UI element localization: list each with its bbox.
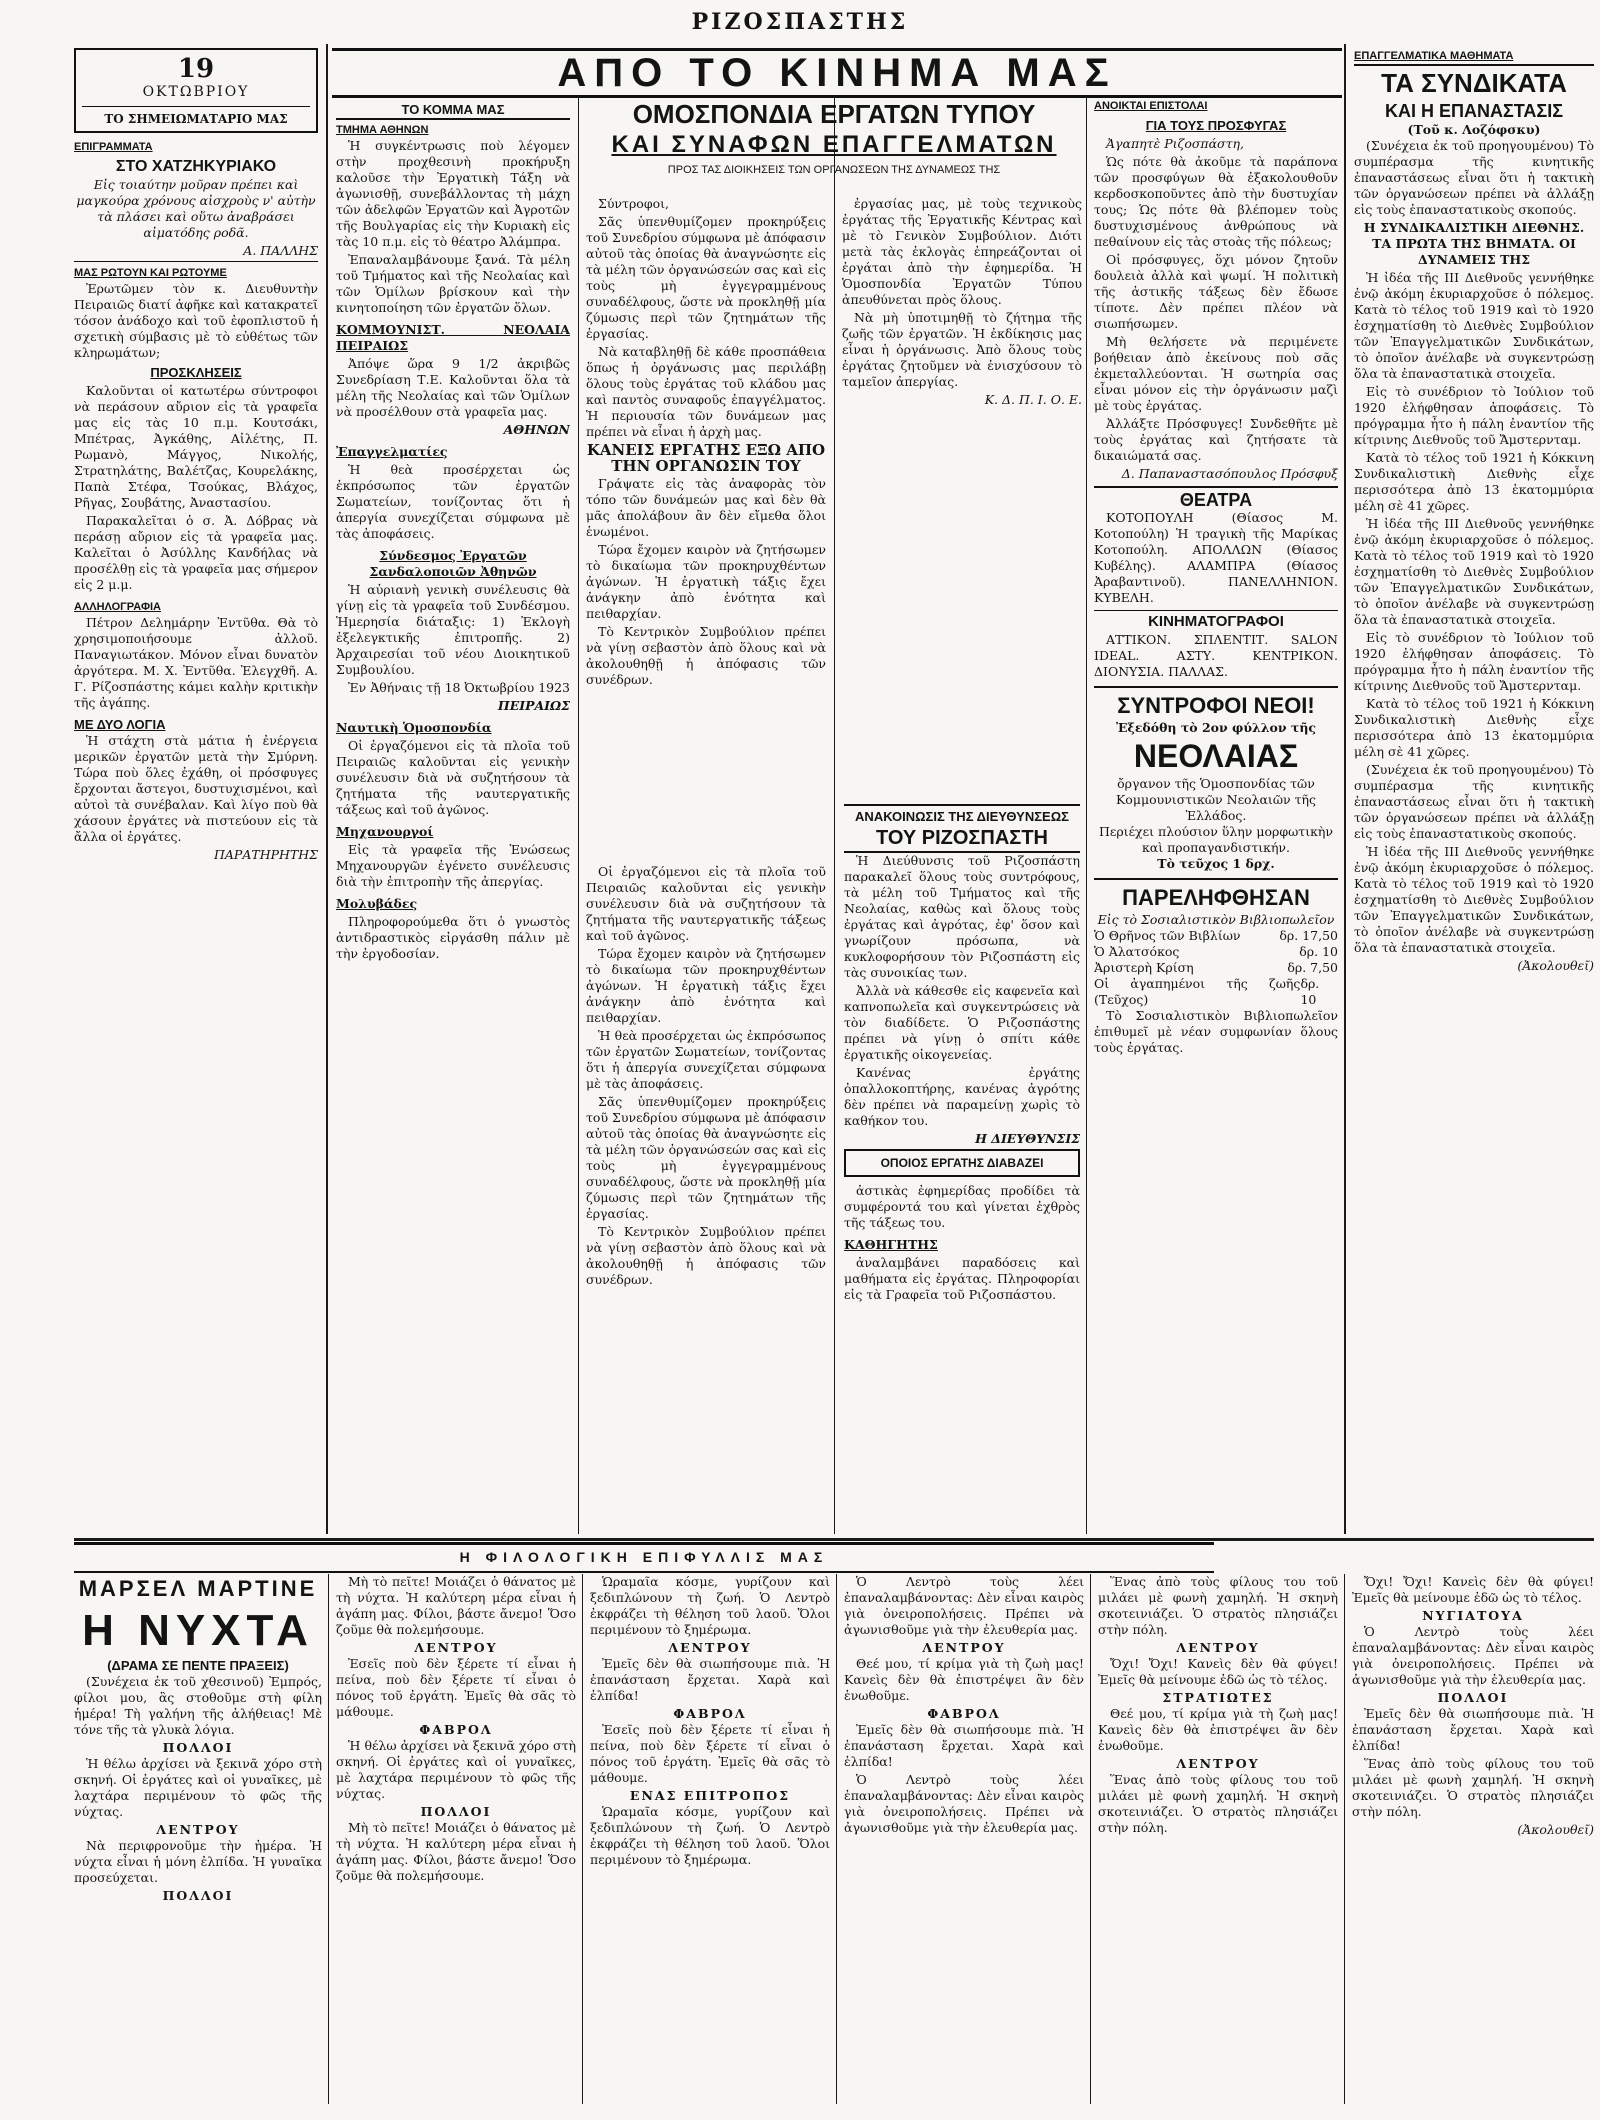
speaker-label: ΛΕΝΤΡΟΥ [414, 1640, 498, 1655]
observer-sign: ΠΑΡΑΤΗΡΗΤΗΣ [214, 847, 318, 862]
book-row [1094, 944, 1338, 960]
naval-label: Ναυτικὴ Ὁμοσπονδία [336, 720, 492, 735]
book-row [1094, 928, 1338, 944]
syndicates-title-2: ΚΑΙ Η ΕΠΑΝΑΣΤΑΣΙΣ [1384, 101, 1564, 121]
federation-article [586, 98, 1082, 858]
date-month: ΟΚΤΩΒΡΙΟΥ [142, 84, 250, 100]
speaker-label: ΕΝΑΣ ΕΠΙΤΡΟΠΟΣ [629, 1788, 791, 1803]
cinema-text: ΑΤΤΙΚΟΝ. ΣΠΛΕΝΤΙΤ. SALON IDEAL. ΑΣΤΥ. ΚΕΝΤΡΙΚΟΝ. ΔΙΟΝΥΣΙΑ. ΠΑΛΛΑΣ. [1094, 632, 1338, 679]
speaker-label: ΠΟΛΛΟΙ [162, 1888, 234, 1903]
mid-filler-text-3: Ἡ θεὰ προσέρχεται ὡς ἐκπρόσωπος τῶν ἐργατῶν Σωματείων, τονίζοντας ὅτι ἡ ἀπεργία συνεχίζεται σύμφωνα μὲ τὰς ἀποφάσεις. [586, 1028, 826, 1091]
speaker-label: ΦΑΒΡΟΛ [927, 1706, 1001, 1721]
book-price: δρ. 7,50 [1287, 960, 1338, 975]
supplement-col2-text: Μὴ τὸ πεῖτε! Μοιάζει ὁ θάνατος μὲ τὴ νύχτα. Ἡ καλύτερη μέρα εἶναι ἡ ἀγάπη μας. Φίλοι, βάστε ἄνεμο! Ὅσο ζοῦμε θὰ πολεμήσουμε. [336, 1574, 576, 1637]
party-section: ΤΜΗΜΑ ΑΘΗΝΩΝ [336, 124, 429, 136]
epigram-title: ΣΤΟ ΧΑΤΖΗΚΥΡΙΑΚΟ [115, 158, 277, 175]
book-name: Ὁ Θρῆνος τῶν Βιβλίων [1094, 928, 1241, 943]
mid-filler-text-5: Τὸ Κεντρικὸν Συμβούλιον πρέπει νὰ γίνῃ σεβαστὸν ἀπὸ ὅλους καὶ νὰ ἀκολουθηθῇ ἡ ἀπόφασις τῶν συνέδρων. [586, 1224, 826, 1287]
syndicates-text-5: Ἡ ἰδέα τῆς ΙΙΙ Διεθνοῦς γεννήθηκε ἐνῷ ἀκόμη ἐκυριαρχοῦσε ὁ πόλεμος. Κατὰ τὸ τέλος τοῦ 1919 καὶ τὸ 1920 ἐσχηματίσθη τὸ Διεθνὲς Συμβούλιον τῶν Ἐπαγγελματικῶν Συνδικάτων, τὸ ὁποῖον ἀνέλαβε νὰ συγκεντρώσῃ ὅλα τὰ ἐπαναστατικὰ στοιχεῖα. [1354, 516, 1594, 627]
supplement-col5-text-3: Θεέ μου, τί κρίμα γιὰ τὴ ζωὴ μας! Κανεὶς δὲν θὰ ἐπιστρέψει ἂν δὲν ἑνωθοῦμε. [1098, 1706, 1338, 1753]
speaker-label: ΛΕΝΤΡΟΥ [668, 1640, 752, 1655]
books-sub: Εἰς τὸ Σοσιαλιστικὸν Βιβλιοπωλεῖον [1097, 912, 1335, 927]
speaker-label: ΛΕΝΤΡΟΥ [156, 1822, 240, 1837]
youth-text: Ἀπόψε ὥρα 9 1/2 ἀκριβῶς Συνεδρίαση Τ.Ε. Καλοῦνται ὅλα τὰ μέλη τῆς Νεολαίας καὶ τῶν Ὁμίλων νὰ προσέλθουν στὰ γραφεῖα μας. [336, 356, 570, 419]
unions-label: Ἐπαγγελματίες [336, 444, 448, 459]
speaker-label: ΦΑΒΡΟΛ [673, 1706, 747, 1721]
column-rule [328, 1574, 329, 2104]
calls-text: Καλοῦνται οἱ κατωτέρω σύντροφοι νὰ περάσουν αὔριον εἰς τὰ γραφεῖα μας εἰς τὰς 10 π.μ. Κουτσάκι, Μπέτρας, Ἀγκάθης, Αἰλέτης, Π. Ρωμανὸ, Μάγγος, Νικολής, Στρατηλάτης, Βαλέτζας, Κουρελάκης, Παπὰ Στέφα, Τσούκας, Βλάχος, Ρῆγας, Σουβάτης, Ἀναστασίου. [74, 383, 318, 510]
supplement-col4-text-3: Ἐμεῖς δὲν θὰ σιωπήσουμε πιὰ. Ἡ ἐπανάσταση ἔρχεται. Χαρὰ καὶ ἐλπίδα! [844, 1722, 1084, 1769]
supplement-col6-text: Ὄχι! Ὄχι! Κανεὶς δὲν θὰ φύγει! Ἐμεῖς θὰ μείνουμε ἐδῶ ὡς τὸ τέλος. [1352, 1574, 1594, 1605]
theatres-text: ΚΟΤΟΠΟΥΛΗ (Θίασος Μ. Κοτοπούλη) Ἡ τραγικὴ τῆς Μαρίκας Κοτοπούλη. ΑΠΟΛΛΩΝ (Θίασος Κυβέλης). ΑΛΑΜΠΡΑ (Θίασος Ἀραβαντινοῦ). ΠΑΝΕΛΛΗΝΙΟΝ. ΚΥΒΕΛΗ. [1094, 510, 1338, 605]
syndesmos-label: Σύνδεσμος Ἐργατῶν Σανδαλοποιῶν Ἀθηνῶν [369, 548, 537, 579]
party-text-1: Ἡ συγκέντρωσις ποὺ λέγομεν στὴν προχθεσινὴ προκήρυξη καλοῦσε τὴν Ἐργατικὴ Τάξη νὰ ἀγωνισθῇ, συνεβάλλοντας τὴ μάχη τῶν ἀδελφῶν Ἐργατῶν καὶ Ἀγροτῶν τῆς Βουλγαρίας εἰς τὴν Κυριακὴ εἰς τὰς 10 π.μ. εἰς τὸ θέατρο Ἀλάμπρα. [336, 138, 570, 249]
supplement-col-1 [74, 1574, 322, 2104]
readers-title-1: ΑΝΑΚΟΙΝΩΣΙΣ ΤΗΣ ΔΙΕΥΘΥΝΣΕΩΣ [844, 804, 1080, 825]
books-box [1094, 878, 1338, 1056]
column-rule [326, 44, 328, 1534]
syndicates-text-3: Εἰς τὸ συνέδριον τὸ Ἰούλιον τοῦ 1920 ἐλήφθησαν ἀποφάσεις. Τὸ πρόγραμμα ἦτο ἡ πάλη ἐναντίον τῆς κίτρινης Διεθνοῦς τοῦ Ἄμστερνταμ. [1354, 384, 1594, 447]
supplement-col3-text-2: Ἐμεῖς δὲν θὰ σιωπήσουμε πιὰ. Ἡ ἐπανάσταση ἔρχεται. Χαρὰ καὶ ἐλπίδα! [590, 1656, 830, 1703]
syndicates-text-2: Ἡ ἰδέα τῆς ΙΙΙ Διεθνοῦς γεννήθηκε ἐνῷ ἀκόμη ἐκυριαρχοῦσε ὁ πόλεμος. Κατὰ τὸ τέλος τοῦ 1919 καὶ τὸ 1920 ἐσχηματίσθη τὸ Διεθνὲς Συμβούλιον τῶν Ἐπαγγελματικῶν Συνδικάτων, τὸ ὁποῖον ἀνέλαβε νὰ συγκεντρώσῃ ὅλα τὰ ἐπαναστατικὰ στοιχεῖα. [1354, 270, 1594, 381]
federation-subtitle: ΠΡΟΣ ΤΑΣ ΔΙΟΙΚΗΣΕΙΣ ΤΩΝ ΟΡΓΑΝΩΣΕΩΝ ΤΗΣ ΔΥΝΑΜΕΩΣ ΤΗΣ [667, 164, 1001, 176]
speaker-label: ΠΟΛΛΟΙ [1437, 1690, 1509, 1705]
theatres-title: ΘΕΑΤΡΑ [1094, 486, 1338, 508]
syndesmos-text: Ἡ αὐριανὴ γενικὴ συνέλευσις θὰ γίνῃ εἰς τὰ γραφεῖα τοῦ Συνδέσμου. Ἡμερησία διάταξις: 1) Ἐκλογὴ ἐξελεγκτικῆς ἐπιτροπῆς. 2) Ἀρχαιρεσίαι τοῦ νέου Διοικητικοῦ Συμβουλίου. [336, 582, 570, 677]
supplement-col-3 [590, 1574, 830, 2104]
youth-ad [1094, 686, 1338, 872]
book-price: δρ. 10 [1299, 944, 1338, 959]
builders-label: Μολυβάδες [336, 896, 418, 911]
newspaper-masthead: ΡΙΖΟΣΠΑΣΤΗΣ [691, 9, 909, 35]
speaker-label: ΝΥΓΙΑΤΟΥΑ [1422, 1608, 1524, 1623]
column-rule [582, 1574, 583, 2104]
epigram-text: Εἰς τοιαύτην μοῦραν πρέπει καὶ μαγκούρα χρόνους αἰσχροὺς ν' αὐτὴν τὰ πλάσει καὶ οὕτω ἀναβράσει αἰματόδης ροδᾶ. [76, 177, 316, 240]
supplement-subtitle: (ΔΡΑΜΑ ΣΕ ΠΕΝΤΕ ΠΡΑΞΕΙΣ) [107, 1658, 289, 1673]
column-rule [1344, 1574, 1345, 2104]
supplement-col1-text: (Συνέχεια ἐκ τοῦ χθεσινοῦ) Ἐμπρός, φίλοι μου, ἂς στοθοῦμε στὴ φίλη ἡμέρα! Τὴ γαλήνη τῆς ἀλήθειας! Μὲ τόνε τῆς τὰ γλυκὰ λόγια. [74, 1674, 322, 1737]
calls-text-2: Παρακαλεῖται ὁ σ. Ἀ. Δόβρας νὰ περάσῃ αὔριον εἰς τὰ γραφεῖα μας. Καλεῖται ὁ Ἀσύλλης Κανδήλας νὰ προσέλθῃ εἰς τὰ γραφεῖα μας σήμερον εἰς 2 μ.μ. [74, 513, 318, 592]
supplement-col3-text-4: Ὡραμαῖα κόσμε, γυρίζουν καὶ ξεδιπλώνουν τὴ ζωή. Ὁ Λεντρὸ ἐκφράζει τὴ θέληση τοῦ λαοῦ. Ὅλοι περιμένουν τὸ ξημέρωμα. [590, 1804, 830, 1867]
athens-label: ΑΘΗΝΩΝ [503, 422, 570, 437]
supplement-col5-text-2: Ὄχι! Ὄχι! Κανεὶς δὲν θὰ φύγει! Ἐμεῖς θὰ μείνουμε ἐδῶ ὡς τὸ τέλος. [1098, 1656, 1338, 1687]
book-name: Οἱ ἀγαπημένοι τῆς ζωῆς (Τεῦχος) [1094, 976, 1301, 1007]
supplement-col6-text-4: Ἕνας ἀπὸ τοὺς φίλους του τοῦ μιλάει μὲ φωνὴ χαμηλή. Ἡ σκηνὴ σκοτεινιάζει. Ὁ στρατὸς πλησιάζει στὴν πόλη. [1352, 1756, 1594, 1819]
speaker-label: ΦΑΒΡΟΛ [419, 1722, 493, 1737]
unions-text: Ἡ θεὰ προσέρχεται ὡς ἐκπρόσωπος τῶν ἐργατῶν Σωματείων, τονίζοντας ὅτι ἡ ἀπεργία συνεχίζεται σύμφωνα μὲ τὰς ἀποφάσεις. [336, 462, 570, 541]
youth-ad-line-1: Ἐξεδόθη τὸ 2ον φύλλον τῆς [1115, 720, 1317, 735]
book-row [1094, 976, 1338, 1008]
syndicates-text-1: (Συνέχεια ἐκ τοῦ προηγουμένου) Τὸ συμπέρασμα τῆς κινητικῆς ἐπαναστάσεως εἶναι ὅτι ἡ τακτικὴ τῶν ὀργανώσεων πρέπει νὰ ἀλλάξῃ εἰς τοὺς ἐπαναστατικοὺς σκοπούς. [1354, 138, 1594, 217]
party-text-2: Ἐπαναλαμβάνουμε ξανά. Τὰ μέλη τοῦ Τμήματος καὶ τῆς Νεολαίας καὶ τῶν Ὁμίλων βρίσκουν καὶ τὴν κινητοποίηση τῶν ἐργατῶν ὅλων. [336, 252, 570, 315]
mail-label: ΑΛΛΗΛΟΓΡΑΦΙΑ [74, 601, 161, 613]
federation-col2-text-2: Νὰ μὴ ὑποτιμηθῇ τὸ ζήτημα τῆς ζωῆς τῶν ἐργατῶν. Ἡ ἐκδίκησις μας εἶναι ἡ ὀργάνωσις. Ἀπὸ ὅλους τοὺς ἐργάτας ζητοῦμεν νὰ ἐνισχύσουν τὸ ταμεῖον ἀπεργίας. [842, 310, 1082, 389]
book-price: δρ. 10 [1300, 976, 1320, 1007]
supplement-col-4 [844, 1574, 1084, 2104]
mechanics-label: Μηχανουργοί [336, 824, 434, 839]
column-rule [578, 98, 579, 1534]
letters-text: Ὡς πότε θὰ ἀκοῦμε τὰ παράπονα τῶν προσφύγων θὰ ἐξακολουθοῦν κερδοσκοποῦντες ἀπὸ τὴν δυστυχίαν τους; Ὡς πότε θὰ βλέπομεν τοὺς δυστυχισμένους ἀνθρώπους νὰ πεθαίνουν εἰς τὰς στοὰς τῆς πόλεως; [1094, 154, 1338, 249]
letters-text-2: Οἱ πρόσφυγες, ὅχι μόνον ζητοῦν δουλειὰ ἀλλὰ καὶ ψωμί. Ἡ πολιτικὴ τῆς ἀστικῆς τάξεως δὲν ἔδωσε τίποτε. Δὲν πρέπει πλέον νὰ σιωπήσωμεν. [1094, 252, 1338, 331]
books-title: ΠΑΡΕΛΗΦΘΗΣΑΝ [1122, 885, 1310, 910]
federation-text-2: Νὰ καταβληθῇ δὲ κάθε προσπάθεια ὅπως ἡ ὀργάνωσις μας περιλάβῃ ὅλους τοὺς ἐργάτας τοῦ κλάδου μας καὶ παντὸς συναφοῦς ἐπαγγέλματος. Ἡ περιουσία τῶν δυνάμεων μας πρέπει νὰ εἶναι ἡ ἀρχὴ μας. [586, 344, 826, 439]
syndicates-author: (Τοῦ κ. Λοζόφσκυ) [1407, 122, 1541, 137]
readers-title-2: ΤΟΥ ΡΙΖΟΣΠΑΣΤΗ [844, 825, 1080, 853]
naval-text: Οἱ ἐργαζόμενοι εἰς τὰ πλοῖα τοῦ Πειραιῶς καλοῦνται εἰς γενικὴν συνέλευσιν διὰ νὰ συζητήσουν τὰ ζητήματα τῆς ναυτεργατικῆς τάξεως καὶ τοῦ ἀγῶνος. [336, 738, 570, 817]
syndicates-text-7: Κατὰ τὸ τέλος τοῦ 1921 ἡ Κόκκινη Συνδικαλιστικὴ Διεθνὴς εἶχε περισσότερα ἀπὸ 13 ἑκατομμύρια μέλη σὲ 41 χῶρες. [1354, 696, 1594, 759]
newspaper-page [74, 44, 1594, 2104]
party-title: ΤΟ ΚΟΜΜΑ ΜΑΣ [336, 102, 570, 120]
supplement-col-5 [1098, 1574, 1338, 2104]
supplement-col-2 [336, 1574, 576, 2104]
letters-label: ΑΝΟΙΚΤΑΙ ΕΠΙΣΤΟΛΑΙ [1094, 100, 1208, 112]
supplement-header: Η ΦΙΛΟΛΟΓΙΚΗ ΕΠΙΦΥΛΛΙΣ ΜΑΣ [74, 1542, 1214, 1573]
epigram-sign: Α. ΠΑΛΛΗΣ [243, 243, 318, 258]
supplement-col2-text-3: Ἡ θέλω ἀρχίσει νὰ ξεκινᾶ χόρο στὴ σκηνή. Οἱ ἐργάτες καὶ οἱ γυναῖκες, μὲ λαχτάρα περιμένουν τὸ φῶς τῆς νύχτας. [336, 1738, 576, 1801]
federation-text-4: Τώρα ἔχομεν καιρὸν νὰ ζητήσωμεν τὸ δικαίωμα τῶν προκηρυχθέντων ἀγώνων. Ἡ ἐργατικὴ τάξις ἔχει ἀνάγκην ἀπὸ ἑνότητα καὶ πειθαρχίαν. [586, 542, 826, 621]
few-words-text: Ἡ στάχτη στὰ μάτια ἡ ἐνέργεια μερικῶν ἐργατῶν μετὰ τὴν Σμύρνη. Τώρα ποὺ ὅλες ἐχάθη, οἱ πρόσφυγες ἔρχονται ἄστεγοι, δυστυχισμένοι, καὶ αὐτοὶ τὰ συνέβαλαν. Καὶ λίγο ποὺ θὰ χάσουν ἐργάτες νὰ πιστεύουν εἰς τὰ ἄλλα οἱ ἐργάτες. [74, 733, 318, 844]
mail-text: Πέτρον Δελημάρην Ἐντῦθα. Θὰ τὸ χρησιμοποιήσουμε ἀλλοῦ. Παναγιωτάκον. Μόνον εἶναι δυνατὸν ἀργότερα. Μ. Χ. Ἐντῦθα. Ἐλεγχθῆ. Α. Γ. Ρίζοσπάστης κάμει καλὴν κριτικὴν τῆς ἀγάπης. [74, 615, 318, 710]
fold-rule [74, 1538, 1594, 1541]
syndicates-text-6: Εἰς τὸ συνέδριον τὸ Ἰούλιον τοῦ 1920 ἐλήφθησαν ἀποφάσεις. Τὸ πρόγραμμα ἦτο ἡ πάλη ἐναντίον τῆς κίτρινης Διεθνοῦς τοῦ Ἄμστερνταμ. [1354, 630, 1594, 693]
questions-text: Ἐρωτῶμεν τὸν κ. Διευθυντὴν Πειραιῶς διατί ἀφῆκε καὶ κατακρατεῖ τόσον ἀνάδοχο καὶ τοῦ ἐφοπλιστοῦ ἡ σχετικὴ σύμβασις μὲ τὸ εὐθέτως τῶν κληρωμάτων; [74, 281, 318, 360]
supplement-title: Η ΝΥΧΤΑ [82, 1606, 314, 1655]
mid-filler-text-4: Σᾶς ὑπενθυμίζομεν προκηρύξεις τοῦ Συνεδρίου σύμφωνα μὲ ἀπόφασιν αὐτοῦ τὰς ὁποίας θὰ ἀναγνώσητε εἰς τὰ μέλη τῶν ὀργανώσεών σας καὶ εἰς τοὺς μὴ ἐγγεγραμμένους συναδέλφους, ὥστε νὰ προκληθῇ μία ζύμωσις περὶ τῶν ζητημάτων τῆς ἐργασίας. [586, 1094, 826, 1221]
federation-col-a [586, 196, 826, 690]
federation-col2-text: ἐργασίας μας, μὲ τοὺς τεχνικοὺς ἐργάτας τῆς Ἐργατικῆς Κέντρας καὶ μὲ τὸ Γενικὸν Συμβούλιον. Διότι μετὰ τὰς ἐκλογὰς ἐπηρεάζονται οἱ ἐργάται ἀπὸ τὴν ἐφημερίδα. Ἡ Ὁμοσπονδία Ἐργατῶν Τύπου ἀπευθύνεται πρὸς ὅλους. [842, 196, 1082, 307]
supplement-col4-text-2: Θεέ μου, τί κρίμα γιὰ τὴ ζωὴ μας! Κανεὶς δὲν θὰ ἐπιστρέψει ἂν δὲν ἑνωθοῦμε. [844, 1656, 1084, 1703]
speaker-label: ΛΕΝΤΡΟΥ [922, 1640, 1006, 1655]
readers-article [844, 804, 1080, 1534]
supplement-col1-text-3: Νὰ περιφρονοῦμε τὴν ἡμέρα. Ἡ νύχτα εἶναι ἡ μόνη ἐλπίδα. Ἡ γυναῖκα προσεύχεται. [74, 1838, 322, 1885]
supplement-col5-text: Ἕνας ἀπὸ τοὺς φίλους του τοῦ μιλάει μὲ φωνὴ χαμηλή. Ἡ σκηνὴ σκοτεινιάζει. Ὁ στρατὸς πλησιάζει στὴν πόλη. [1098, 1574, 1338, 1637]
books-list [1094, 928, 1338, 1008]
syndicates-column [1354, 48, 1594, 1534]
letters-text-4: Ἀλλάξτε Πρόσφυγες! Συνδεθῆτε μὲ τοὺς ἐργάτας καὶ ζητήσατε τὰ δικαιώματά σας. [1094, 416, 1338, 463]
speaker-label: ΣΤΡΑΤΙΩΤΕΣ [1162, 1690, 1274, 1705]
federation-col2-sign: Κ. Δ. Π. Ι. Ο. Ε. [984, 392, 1082, 407]
date-day: 19 [177, 54, 215, 84]
federation-text-5: Τὸ Κεντρικὸν Συμβούλιον πρέπει νὰ γίνῃ σεβαστὸν ἀπὸ ὅλους καὶ νὰ ἀκολουθηθῇ ἡ ἀπόφασις τῶν συνέδρων. [586, 624, 826, 687]
section-banner: ΑΠΟ ΤΟ ΚΙΝΗΜΑ ΜΑΣ [332, 48, 1342, 98]
syndicates-title-1: ΤΑ ΣΥΝΔΙΚΑΤΑ [1381, 68, 1567, 98]
column-rule [1086, 98, 1087, 1534]
federation-text-3: Γράψατε εἰς τὰς ἀναφορὰς τὸν τόπο τῶν δυνάμεών μας καὶ δὲν θὰ μᾶς ἀπολάβουν ἂν δὲν εἴμεθα ὅλοι ἑνωμένοι. [586, 476, 826, 539]
federation-motto: ΚΑΝΕΙΣ ΕΡΓΑΤΗΣ ΕΞΩ ΑΠΟ ΤΗΝ ΟΡΓΑΝΩΣΙΝ ΤΟΥ [586, 441, 826, 475]
column-rule [1090, 1574, 1091, 2104]
books-footer: Τὸ Σοσιαλιστικὸν Βιβλιοπωλεῖον ἐπιθυμεῖ μὲ νέαν συμφωνίαν ὅλους τοὺς ἐργάτας. [1094, 1008, 1338, 1055]
syndicates-text-8: (Συνέχεια ἐκ τοῦ προηγουμένου) Τὸ συμπέρασμα τῆς κινητικῆς ἐπαναστάσεως εἶναι ὅτι ἡ τακτικὴ τῶν ὀργανώσεων πρέπει νὰ ἀλλάξῃ εἰς τοὺς ἐπαναστατικοὺς σκοπούς. [1354, 762, 1594, 841]
syndicates-sub-1: Η ΣΥΝΔΙΚΑΛΙΣΤΙΚΗ ΔΙΕΘΝΗΣ. ΤΑ ΠΡΩΤΑ ΤΗΣ ΒΗΜΑΤΑ. ΟΙ ΔΥΝΑΜΕΙΣ ΤΗΣ [1363, 220, 1585, 267]
letters-text-3: Μὴ θελήσετε νὰ περιμένετε βοήθειαν ἀπὸ ἐκείνους ποὺ σᾶς ἐκμεταλλεύονται. Ἡ σωτηρία σας εἶναι μόνον εἰς τὴν ὀργάνωσιν μαζὶ μὲ τοὺς ἐργάτας. [1094, 334, 1338, 413]
mid-filler-text-2: Τώρα ἔχομεν καιρὸν νὰ ζητήσωμεν τὸ δικαίωμα τῶν προκηρυχθέντων ἀγώνων. Ἡ ἐργατικὴ τάξις ἔχει ἀνάγκην ἀπὸ ἑνότητα καὶ πειθαρχίαν. [586, 946, 826, 1025]
supplement-col2-text-4: Μὴ τὸ πεῖτε! Μοιάζει ὁ θάνατος μὲ τὴ νύχτα. Ἡ καλύτερη μέρα εἶναι ἡ ἀγάπη μας. Φίλοι, βάστε ἄνεμο! Ὅσο ζοῦμε θὰ πολεμήσουμε. [336, 1820, 576, 1883]
middle-lower-column [586, 864, 826, 1534]
readers-sign: Η ΔΙΕΥΘΥΝΣΙΣ [975, 1131, 1080, 1146]
few-words-label: ΜΕ ΔΥΟ ΛΟΓΙΑ [74, 717, 166, 732]
party-column [336, 98, 570, 1534]
speaker-label: ΠΟΛΛΟΙ [162, 1740, 234, 1755]
piraeus-label: ΠΕΙΡΑΙΩΣ [497, 698, 570, 713]
book-row [1094, 960, 1338, 976]
supplement-col3-text: Ὡραμαῖα κόσμε, γυρίζουν καὶ ξεδιπλώνουν τὴ ζωή. Ὁ Λεντρὸ ἐκφράζει τὴ θέληση τοῦ λαοῦ. Ὅλοι περιμένουν τὸ ξημέρωμα. [590, 1574, 830, 1637]
left-column [74, 48, 318, 1534]
cinema-title: ΚΙΝΗΜΑΤΟΓΡΑΦΟΙ [1094, 610, 1338, 630]
column-rule [836, 1574, 837, 2104]
letters-greeting: Ἀγαπητὲ Ριζοσπάστη, [1106, 136, 1244, 151]
youth-ad-paper: ΝΕΟΛΑΙΑΣ [1133, 738, 1299, 774]
reader-box: ΟΠΟΙΟΣ ΕΡΓΑΤΗΣ ΔΙΑΒΑΖΕΙ [844, 1149, 1080, 1177]
youth-ad-line-3: Περιέχει πλούσιον ὕλην μορφωτικὴν καὶ προπαγανδιστικήν. [1098, 824, 1334, 855]
speaker-label: ΛΕΝΤΡΟΥ [1176, 1640, 1260, 1655]
book-price: δρ. 17,50 [1279, 928, 1338, 943]
youth-label: ΚΟΜΜΟΥΝΙΣΤ. ΝΕΟΛΑΙΑ ΠΕΙΡΑΙΩΣ [336, 322, 570, 353]
builders-text: Πληροφορούμεθα ὅτι ὁ γνωστὸς ἀντιδραστικὸς εἰργάσθη πάλιν μὲ τὴν ἐργοδοσίαν. [336, 914, 570, 961]
speaker-label: ΠΟΛΛΟΙ [420, 1804, 492, 1819]
youth-ad-price: Τὸ τεῦχος 1 δρχ. [1157, 856, 1275, 871]
federation-col-b [842, 196, 1082, 410]
readers-text-2: Ἀλλὰ νὰ κάθεσθε εἰς καφενεῖα καὶ καπνοπωλεῖα καὶ συγκεντρώσεις νὰ τὸν διαδίδετε. Ὁ Ριζοσπάστης πρέπει νὰ γίνῃ ὁ σπίτι κάθε ἐργατικῆς οἰκογενείας. [844, 983, 1080, 1062]
mid-filler-text: Οἱ ἐργαζόμενοι εἰς τὰ πλοῖα τοῦ Πειραιῶς καλοῦνται εἰς γενικὴν συνέλευσιν διὰ νὰ συζητήσουν τὰ ζητήματα τῆς ναυτεργατικῆς τάξεως καὶ τοῦ ἀγῶνος. [586, 864, 826, 943]
syndicates-text-9: Ἡ ἰδέα τῆς ΙΙΙ Διεθνοῦς γεννήθηκε ἐνῷ ἀκόμη ἐκυριαρχοῦσε ὁ πόλεμος. Κατὰ τὸ τέλος τοῦ 1919 καὶ τὸ 1920 ἐσχηματίσθη τὸ Διεθνὲς Συμβούλιον τῶν Ἐπαγγελματικῶν Συνδικάτων, τὸ ὁποῖον ἀνέλαβε νὰ συγκεντρώσῃ ὅλα τὰ ἐπαναστατικὰ στοιχεῖα. [1354, 844, 1594, 955]
letters-title: ΓΙΑ ΤΟΥΣ ΠΡΟΣΦΥΓΑΣ [1145, 118, 1287, 133]
calls-title: ΠΡΟΣΚΛΗΣΕΙΣ [150, 365, 242, 380]
supplement-col-6 [1352, 1574, 1594, 2104]
date-box [74, 48, 318, 133]
youth-ad-line-2: ὄργανον τῆς Ὁμοσπονδίας τῶν Κομμουνιστικῶν Νεολαιῶν τῆς Ἑλλάδος. [1115, 776, 1317, 823]
supplement-col6-text-2: Ὁ Λεντρὸ τοὺς λέει ἐπαναλαμβάνοντας: Δὲν εἶναι καιρὸς γιὰ ὀνειροπολήσεις. Πρέπει νὰ ἀγωνισθοῦμε γιὰ τὴν ἐλευθερία μας. [1352, 1624, 1594, 1687]
supplement-col6-text-3: Ἐμεῖς δὲν θὰ σιωπήσουμε πιὰ. Ἡ ἐπανάσταση ἔρχεται. Χαρὰ καὶ ἐλπίδα! [1352, 1706, 1594, 1753]
syndicates-sign: (Ἀκολουθεῖ) [1517, 958, 1594, 973]
supplement-col2-text-2: Ἐσεῖς ποὺ δὲν ξέρετε τί εἶναι ἡ πείνα, ποὺ δὲν ξέρετε τί εἶναι ὁ πόνος τοῦ ἐργάτη. Ἐμεῖς θὰ σᾶς τὸ μάθουμε. [336, 1656, 576, 1719]
mechanics-text: Εἰς τὰ γραφεῖα τῆς Ἑνώσεως Μηχανουργῶν ἐγένετο συνέλευσις διὰ τὴν ἐπιτροπὴν τῆς ἀπεργίας. [336, 842, 570, 889]
date-line: Ἐν Ἀθήναις τῇ 18 Ὀκτωβρίου 1923 [348, 680, 570, 695]
supplement-author: ΜΑΡΣΕΛ ΜΑΡΤΙΝΕ [78, 1576, 318, 1601]
supplement-col3-text-3: Ἐσεῖς ποὺ δὲν ξέρετε τί εἶναι ἡ πείνα, ποὺ δὲν ξέρετε τί εἶναι ὁ πόνος τοῦ ἐργάτη. Ἐμεῖς θὰ σᾶς τὸ μάθουμε. [590, 1722, 830, 1785]
supplement-col4-text-4: Ὁ Λεντρὸ τοὺς λέει ἐπαναλαμβάνοντας: Δὲν εἶναι καιρὸς γιὰ ὀνειροπολήσεις. Πρέπει νὰ ἀγωνισθοῦμε γιὰ τὴν ἐλευθερία μας. [844, 1772, 1084, 1835]
supplement-col5-text-4: Ἕνας ἀπὸ τοὺς φίλους του τοῦ μιλάει μὲ φωνὴ χαμηλή. Ἡ σκηνὴ σκοτεινιάζει. Ὁ στρατὸς πλησιάζει στὴν πόλη. [1098, 1772, 1338, 1835]
teacher-text: ἀναλαμβάνει παραδόσεις καὶ μαθήματα εἰς ἐργάτας. Πληροφορίαι εἰς τὰ Γραφεῖα τοῦ Ριζοσπάστου. [844, 1255, 1080, 1302]
letters-sign: Δ. Παπαναστασόπουλος Πρόσφυξ [1121, 466, 1338, 481]
readers-text: Ἡ Διεύθυνσις τοῦ Ριζοσπάστη παρακαλεῖ ὅλους τοὺς συντρόφους, τὰ μέλη τοῦ Τμήματος καὶ τῆς Νεολαίας, καθὼς καὶ ὅλους τοὺς ἐργάτας καὶ ἀγρότας, ἐφ' ὅσον καὶ γνωρίζουν πρόσωπα, νὰ κυκλοφορήσουν τὸν Ριζοσπάστη εἰς τὰς συνοικίας των. [844, 853, 1080, 980]
speaker-label: ΛΕΝΤΡΟΥ [1176, 1756, 1260, 1771]
book-name: Ὁ Ἀλατσόκος [1094, 944, 1180, 959]
federation-title-1: ΟΜΟΣΠΟΝΔΙΑ ΕΡΓΑΤΩΝ ΤΥΠΟΥ [632, 99, 1036, 129]
reader-text: ἀστικὰς ἐφημερίδας προδίδει τὰ συμφέροντά του καὶ γίνεται ἐχθρὸς τῆς τάξεως του. [844, 1183, 1080, 1230]
book-name: Ἀριστερὴ Κρίση [1094, 960, 1194, 975]
syndicates-label: ΕΠΑΓΓΕΛΜΑΤΙΚΑ ΜΑΘΗΜΑΤΑ [1354, 48, 1594, 66]
federation-text-1: Σᾶς ὑπενθυμίζομεν προκηρύξεις τοῦ Συνεδρίου σύμφωνα μὲ ἀπόφασιν αὐτοῦ τὰς ὁποίας θὰ ἀναγνώσητε εἰς τὰ μέλη τῶν ὀργανώσεών σας καὶ εἰς τοὺς μὴ ἐγγεγραμμένους συναδέλφους, ὥστε νὰ προκληθῇ μία ζύμωσις περὶ τῶν ζητημάτων τῆς ἐργασίας. [586, 214, 826, 341]
supplement-sign: (Ἀκολουθεῖ) [1517, 1822, 1594, 1837]
federation-title-2: ΚΑΙ ΣΥΝΑΦΩΝ ΕΠΑΓΓΕΛΜΑΤΩΝ [611, 131, 1057, 158]
epigrams-label: ΕΠΙΓΡΑΜΜΑΤΑ [74, 141, 153, 153]
federation-greeting: Σύντροφοι, [598, 196, 669, 211]
supplement-col4-text: Ὁ Λεντρὸ τοὺς λέει ἐπαναλαμβάνοντας: Δὲν εἶναι καιρὸς γιὰ ὀνειροπολήσεις. Πρέπει νὰ ἀγωνισθοῦμε γιὰ τὴν ἐλευθερία μας. [844, 1574, 1084, 1637]
questions-label: ΜΑΣ ΡΩΤΟΥΝ ΚΑΙ ΡΩΤΟΥΜΕ [74, 261, 318, 281]
column-rule [1344, 44, 1346, 1534]
supplement-col1-text-2: Ἡ θέλω ἀρχίσει νὰ ξεκινᾶ χόρο στὴ σκηνή. Οἱ ἐργάτες καὶ οἱ γυναῖκες, μὲ λαχτάρα περιμένουν τὸ φῶς τῆς νύχτας. [74, 1756, 322, 1819]
youth-ad-title: ΣΥΝΤΡΟΦΟΙ ΝΕΟΙ! [1117, 693, 1315, 718]
letters-column [1094, 98, 1338, 1534]
diary-title: ΤΟ ΣΗΜΕΙΩΜΑΤΑΡΙΟ ΜΑΣ [82, 106, 310, 127]
teacher-label: ΚΑΘΗΓΗΤΗΣ [844, 1237, 938, 1252]
readers-text-3: Κανένας ἐργάτης ὀπαλλοκοπτήρης, κανένας ἀγρότης δὲν πρέπει νὰ παραμείνῃ χωρὶς τὸ καθήκον του. [844, 1065, 1080, 1128]
syndicates-text-4: Κατὰ τὸ τέλος τοῦ 1921 ἡ Κόκκινη Συνδικαλιστικὴ Διεθνὴς εἶχε περισσότερα ἀπὸ 13 ἑκατομμύρια μέλη σὲ 41 χῶρες. [1354, 450, 1594, 513]
